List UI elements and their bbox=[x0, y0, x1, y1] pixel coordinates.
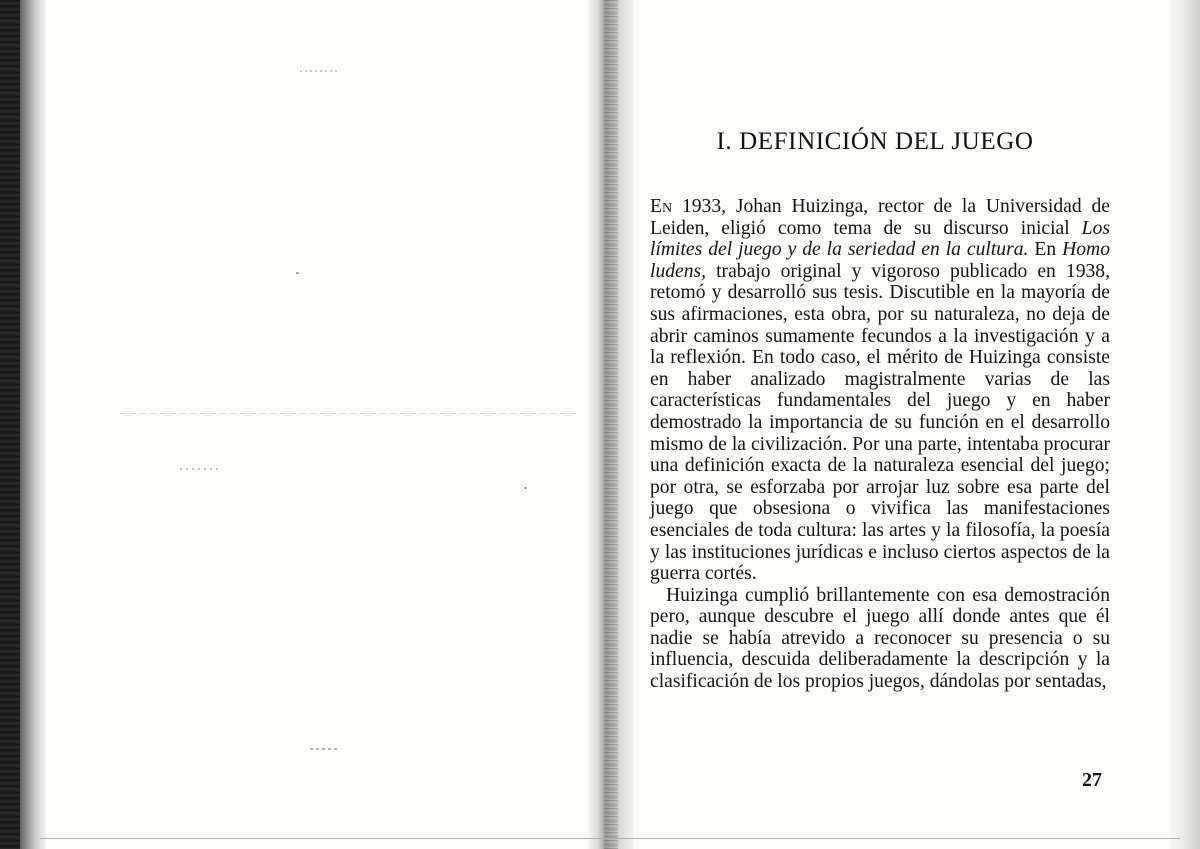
scan-noise-line bbox=[120, 413, 580, 414]
drop-lead-word: En bbox=[650, 196, 673, 217]
scan-speck bbox=[296, 272, 299, 274]
chapter-title: I. DEFINICIÓN DEL JUEGO bbox=[716, 128, 1034, 155]
page-bottom-edge bbox=[40, 838, 1180, 839]
paragraph-2: Huizinga cumplió brillantemente con esa demostración pero, aunque descubre el juego allí donde antes que él nadie se había atrevido a reconocer su presencia o su influencia, descuida deliberadamente la descripción y la clasificación de los propios juegos, dándolas por sentadas, bbox=[650, 584, 1110, 693]
paragraph-1-text-1: 1933, Johan Huizinga, rector de la Universidad de Leiden, eligió como tema de su discurso inicial bbox=[650, 196, 1110, 239]
paragraph-1-text-2: En bbox=[1028, 239, 1063, 261]
gutter-shadow bbox=[604, 0, 618, 849]
left-binding-shadow bbox=[0, 0, 20, 849]
paragraph-1-text-3: trabajo original y vigoroso publicado en 1938, retomó y desarrolló sus tesis. Discutible en la mayoría de sus afirmaciones, esta obra, por su naturaleza, no deja de abrir caminos sumamente fecundos a la investigación y a la reflexión. En todo caso, el mérito de Huizinga consiste en haber analizado magistralmente varias de las características fundamentales del juego y en haber demostrado la importancia de su función en el desarrollo mismo de la civilización. Por una parte, intentaba procurar una definición exacta de la naturaleza esencial del juego; por otra, se esforzaba por arrojar luz sobre esa parte del juego que obsesiona o vivifica las manifestaciones esenciales de toda cultura: las artes y la filosofía, la poesía y las instituciones jurídicas e incluso ciertos aspectos de la guerra cortés. bbox=[650, 260, 1110, 585]
scan-speck bbox=[300, 70, 340, 72]
paragraph-1 bbox=[650, 196, 1110, 585]
italic-book-title-1: Los límites del juego y de la seriedad en la cultura. bbox=[650, 217, 1110, 261]
scan-speck bbox=[524, 487, 527, 489]
right-page-edge bbox=[1170, 0, 1200, 849]
scan-speck bbox=[180, 468, 220, 470]
body-text bbox=[650, 196, 1110, 693]
italic-book-title-2: Homo ludens, bbox=[650, 239, 1110, 282]
page-number: 27 bbox=[1082, 769, 1102, 791]
scan-speck bbox=[310, 748, 338, 750]
